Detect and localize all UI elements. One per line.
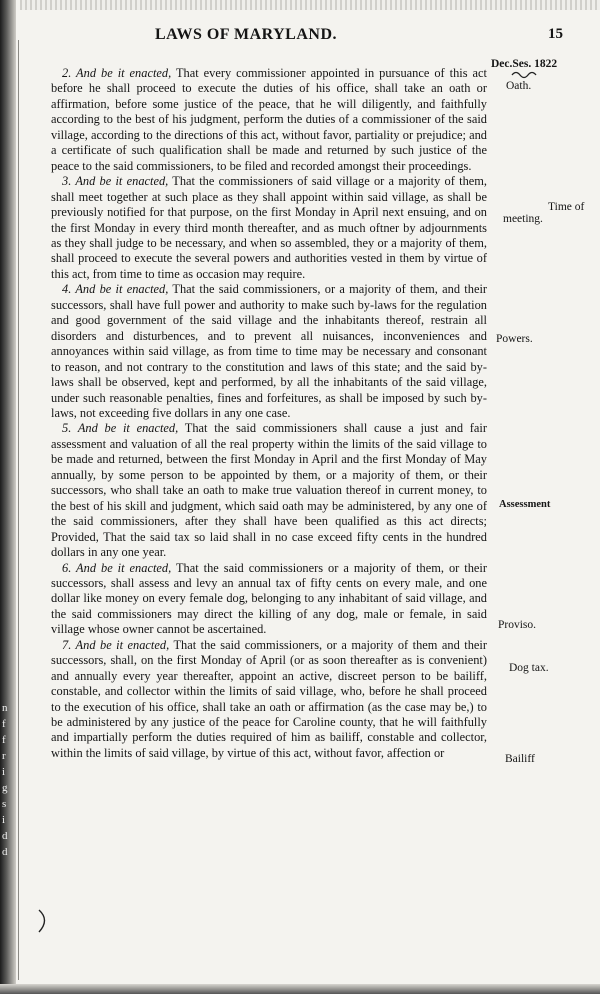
gutter-letter: d (2, 846, 8, 858)
section-body: That every commissioner appointed in pursuance of this act before he shall proceed to execute the duties of his office, shall take an oath or affirmation, before some justice of the peace, that he will diligently, and faithfully according to the best of his judgment, perform the duties of a commissioner of the said village, according to the directions of this act, without favor, partiality or prejudice; and a certificate of such qualification shall be made and returned by such justice of the peace to the said commissioners, to be filed and recorded amongst their proceedings. (51, 66, 487, 173)
section-body: That the commissioners of said village or a majority of them, shall meet together at such place as they shall appoint within said village, as shall be previously notified for that purpose, on the first Monday in April next ensuing, and on the first Monday in every third month thereafter, and as much oftner by adjournments as they shall judge to be necessary, and when so assembled, they or a majority of them, shall proceed to execute the several powers and authorities vested in them by virtue of this act, from time to time as occasion may require. (51, 174, 487, 281)
margin-note-bailiff: Bailiff (505, 753, 535, 765)
gutter-letter: f (2, 718, 6, 730)
page-number: 15 (548, 26, 563, 42)
section-6 (51, 561, 487, 638)
section-lead: 4. And be it enacted, (62, 282, 169, 297)
gutter-letters (2, 700, 12, 860)
section-2 (51, 66, 487, 174)
page-header (0, 26, 600, 50)
scan-noise-top (20, 0, 600, 10)
statute-text (51, 66, 487, 761)
margin-note-proviso: Proviso. (498, 619, 537, 631)
running-title: LAWS OF MARYLAND. (155, 26, 338, 43)
bracket-mark-icon (36, 908, 52, 934)
scan-shadow-bottom (0, 984, 600, 994)
gutter-letter: d (2, 830, 8, 842)
section-body: That the said commissioners or a majority of them, or their successors, shall assess and levy an annual tax of fifty cents on every male, and one dollar like money on every female dog, belonging to any inhabitant of said village, and the said commissioners may direct the killing of any dog, male or female, in said village whose owner cannot be ascertained. (51, 560, 487, 637)
margin-note-dog-tax: Dog tax. (509, 662, 549, 674)
gutter-letter: n (2, 702, 8, 714)
margin-note-meeting: meeting. (503, 213, 543, 225)
section-5 (51, 421, 487, 560)
section-body: That the said commissioners, or a majority of them, and their successors, shall have full power and authority to make such by-laws for the regulation and good government of the said village and the inhabitants thereof, restrain all disorders and disturbences, and to prevent all nuisances, inconveniences and annoyances within said village, as from time to time may be necessary and consonant to reason, and not contrary to the constitution and laws of this state; and the said by-laws shall be observed, kept and performed, by all the inhabitants of the said village, under such reasonable penalties, fines and forfeitures, as shall be imposed by such by-laws, not exceeding five dollars in any one case. (51, 282, 488, 420)
margin-note-time: Time of (548, 201, 585, 213)
margin-note-assessment: Assessment (499, 499, 551, 510)
section-lead: 5. And be it enacted, (62, 421, 179, 436)
gutter-letter: f (2, 734, 6, 746)
section-lead: 6. And be it enacted, (62, 560, 172, 575)
gutter-letter: g (2, 782, 8, 794)
section-7 (51, 638, 487, 762)
gutter-letter: r (2, 750, 6, 762)
margin-note-date: Dec.Ses. 1822 (491, 58, 558, 70)
gutter-letter: i (2, 766, 6, 778)
section-4 (51, 282, 487, 421)
section-body: That the said commissioners, or a majority of them and their successors, shall, on the first Monday of April (or as soon thereafter as is convenient) and annually every year thereafter, appoint an active, discreet person to be bailiff, constable, and collector within the limits of said village, who, before he shall proceed to the execution of his office, shall take an oath or affirmation (as the case may be,) to be administered by any justice of the peace for Caroline county, that he will faithfully and impartially perform the duties required of him as bailiff, constable and collector, within the limits of said village, by virtue of this act, without favor, affection or (51, 637, 488, 760)
margin-note-oath: Oath. (506, 80, 532, 92)
section-body: That the said commissioners shall cause a just and fair assessment and valuation of all the real property within the limits of the said village to be made and returned, between the first Monday in April and the first Monday of May annually, by some person to be appointed by them, or a majority of them, or their successors, who shall take an oath to make true valuation thereof in current money, to the best of his skill and judgment, which said oath may be administered, by any one of the said commissioners, after they shall have been qualified as this act directs; Provided, That the said tax so laid shall in no case exceed fifty cents in the hundred dollars in any one year. (51, 421, 487, 560)
gutter-letter: i (2, 814, 6, 826)
section-lead: 7. And be it enacted, (62, 637, 170, 652)
margin-note-powers: Powers. (496, 333, 533, 345)
binding-rule (18, 40, 19, 980)
section-lead: 2. And be it enacted, (62, 66, 172, 80)
section-3 (51, 174, 487, 282)
section-lead: 3. And be it enacted, (62, 174, 169, 189)
gutter-letter: s (2, 798, 7, 810)
